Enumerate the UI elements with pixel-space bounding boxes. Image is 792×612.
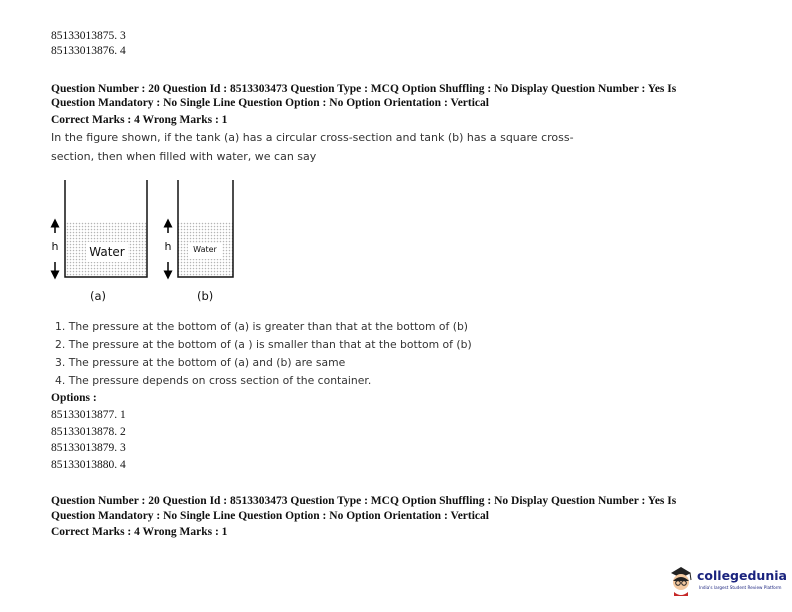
prev-option-code: 85133013875. 3 — [51, 30, 126, 42]
height-label-b: h — [164, 240, 172, 253]
marks-line: Correct Marks : 4 Wrong Marks : 1 — [51, 114, 228, 126]
height-label-a: h — [51, 240, 59, 253]
answer-choice: 4. The pressure depends on cross section of the container. — [55, 374, 372, 387]
question-text-cont: section, then when filled with water, we can say — [51, 150, 317, 163]
question-header: Question Number : 20 Question Id : 8513303473 Question Type : MCQ Option Shuffling : No Display Question Number : Yes Is — [51, 83, 677, 95]
question-header-cont: Question Mandatory : No Single Line Question Option : No Option Orientation : Vertical — [51, 97, 489, 109]
option-code: 85133013879. 3 — [51, 442, 126, 454]
answer-choice: 1. The pressure at the bottom of (a) is greater than that at the bottom of (b) — [55, 320, 469, 333]
tank-a-label: Water — [89, 245, 125, 259]
prev-option-code: 85133013876. 4 — [51, 45, 126, 57]
brand-name: collegedunia — [697, 568, 787, 583]
brand-logo — [668, 562, 788, 602]
question-header: Question Number : 20 Question Id : 8513303473 Question Type : MCQ Option Shuffling : No Display Question Number : Yes Is — [51, 495, 677, 507]
options-label: Options : — [51, 392, 97, 404]
option-code: 85133013877. 1 — [51, 409, 126, 421]
caption-b: (b) — [197, 289, 214, 303]
brand-mascot-icon — [668, 564, 694, 596]
option-code: 85133013878. 2 — [51, 426, 126, 438]
question-text: In the figure shown, if the tank (a) has a circular cross-section and tank (b) has a square cross- — [51, 131, 574, 144]
option-code: 85133013880. 4 — [51, 459, 126, 471]
tank-b-label: Water — [193, 245, 217, 254]
brand-tagline: India's largest Student Review Platform — [699, 585, 782, 590]
marks-line: Correct Marks : 4 Wrong Marks : 1 — [51, 526, 228, 538]
question-header-cont: Question Mandatory : No Single Line Question Option : No Option Orientation : Vertical — [51, 510, 489, 522]
answer-choice: 3. The pressure at the bottom of (a) and (b) are same — [55, 356, 346, 369]
tank-a — [65, 180, 147, 277]
tank-b — [178, 180, 233, 277]
caption-a: (a) — [90, 289, 107, 303]
answer-choice: 2. The pressure at the bottom of (a ) is smaller than that at the bottom of (b) — [55, 338, 472, 351]
